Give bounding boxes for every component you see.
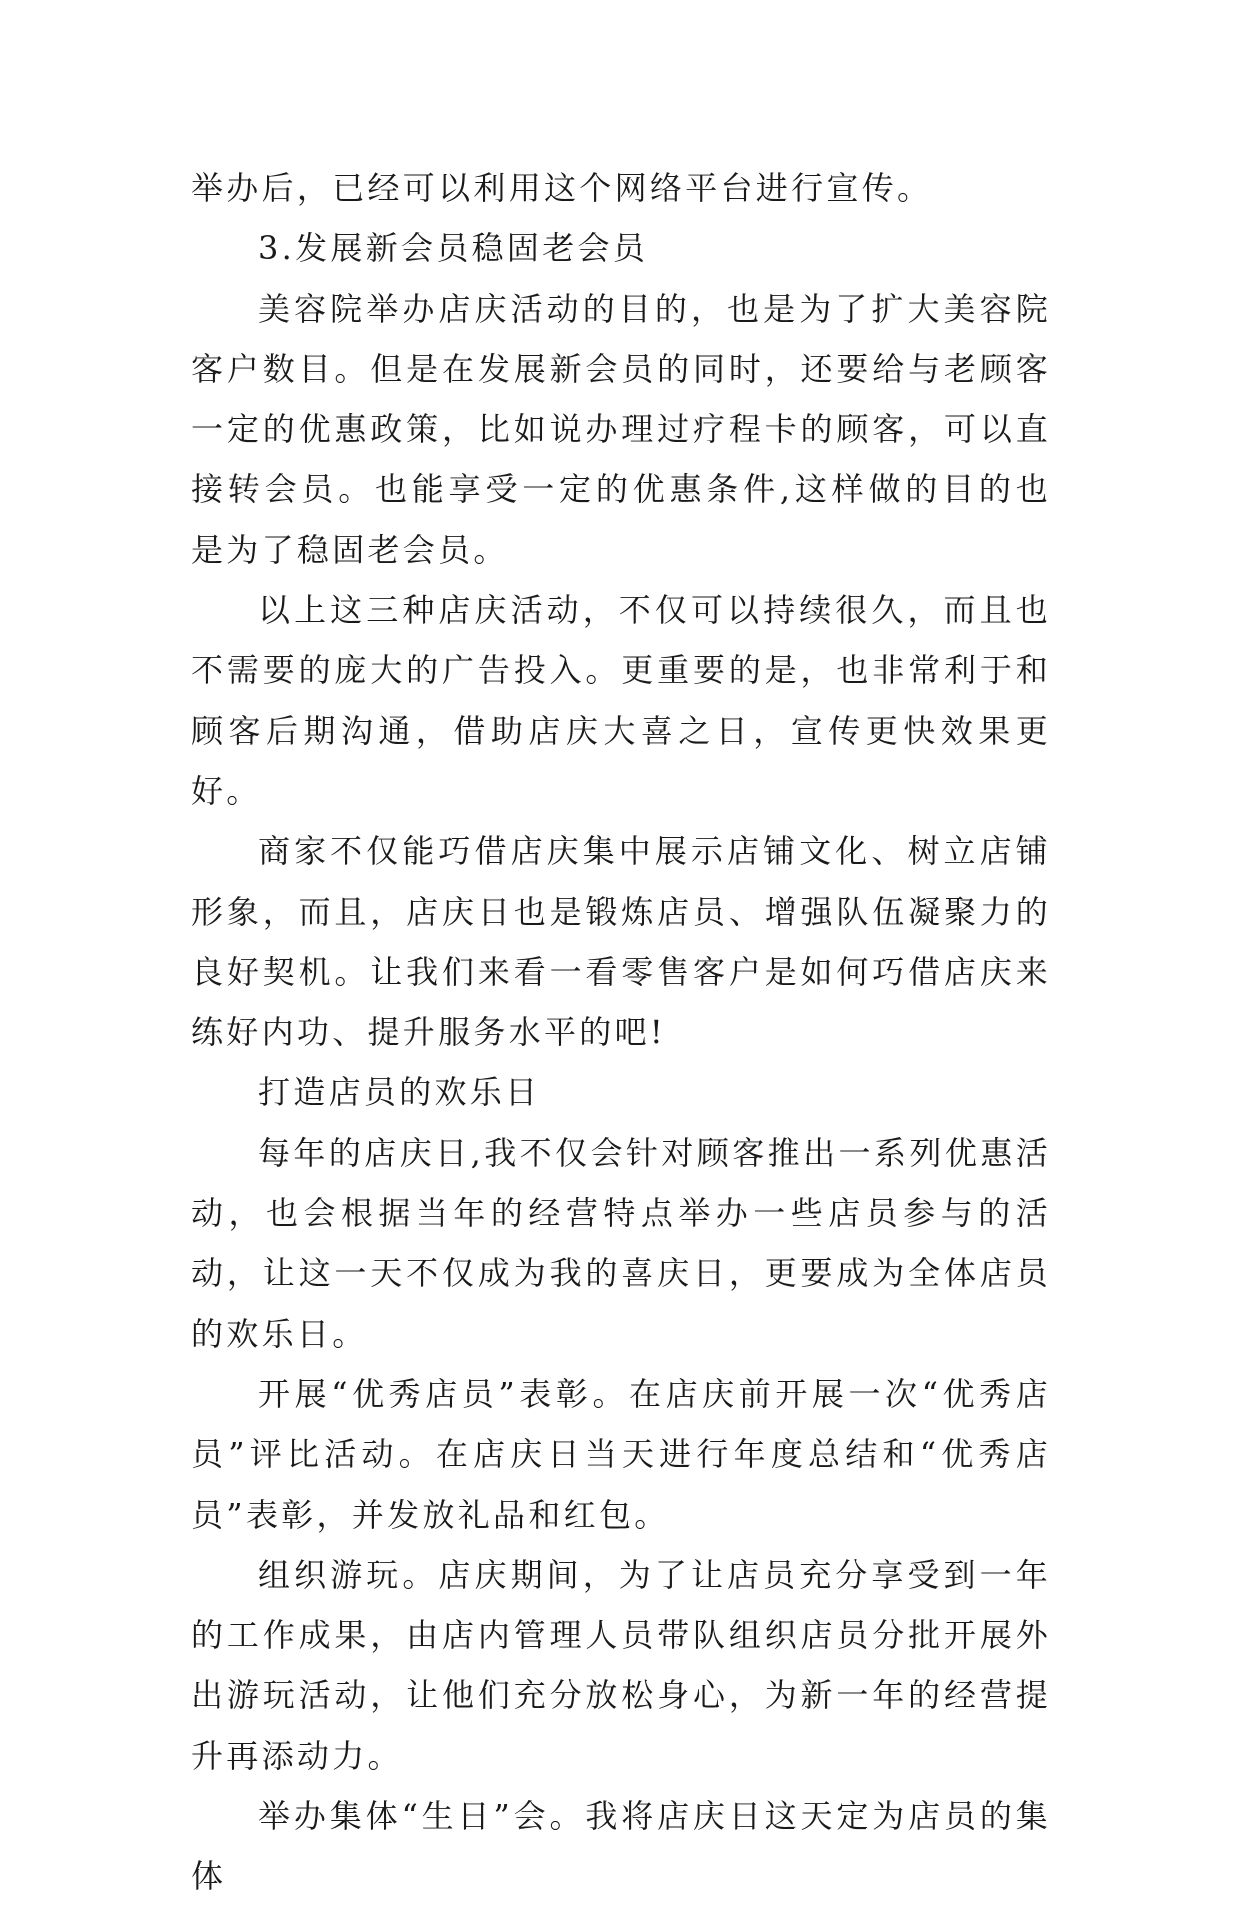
paragraph-1: 举办后，已经可以利用这个网络平台进行宣传。 [191, 169, 933, 207]
paragraph-8: 举办集体“生日”会。我将店庆日这天定为店员的集体 [191, 1797, 1051, 1896]
document-body [191, 158, 1051, 1907]
paragraph-4: 商家不仅能巧借店庆集中展示店铺文化、树立店铺形象，而且，店庆日也是锻炼店员、增强队伍凝聚力的良好契机。让我们来看一看零售客户是如何巧借店庆来练好内功、提升服务水平的吧! [191, 832, 1051, 1052]
paragraph-7: 组织游玩。店庆期间，为了让店员充分享受到一年的工作成果，由店内管理人员带队组织店员分批开展外出游玩活动，让他们充分放松身心，为新一年的经营提升再添动力。 [191, 1555, 1051, 1775]
paragraph-2: 美容院举办店庆活动的目的，也是为了扩大美容院客户数目。但是在发展新会员的同时，还要给与老顾客一定的优惠政策，比如说办理过疗程卡的顾客，可以直接转会员。也能享受一定的优惠条件,这样做的目的也是为了稳固老会员。 [191, 289, 1051, 569]
section-heading-3: 3.发展新会员稳固老会员 [258, 229, 649, 268]
subheading-staff-day: 打造店员的欢乐日 [258, 1073, 541, 1112]
paragraph-6: 开展“优秀店员”表彰。在店庆前开展一次“优秀店员”评比活动。在店庆日当天进行年度总结和“优秀店员”表彰，并发放礼品和红包。 [191, 1374, 1051, 1534]
paragraph-5: 每年的店庆日,我不仅会针对顾客推出一系列优惠活动，也会根据当年的经营特点举办一些店员参与的活动，让这一天不仅成为我的喜庆日，更要成为全体店员的欢乐日。 [191, 1133, 1051, 1353]
paragraph-3: 以上这三种店庆活动，不仅可以持续很久，而且也不需要的庞大的广告投入。更重要的是，也非常利于和顾客后期沟通，借助店庆大喜之日，宣传更快效果更好。 [191, 591, 1051, 810]
